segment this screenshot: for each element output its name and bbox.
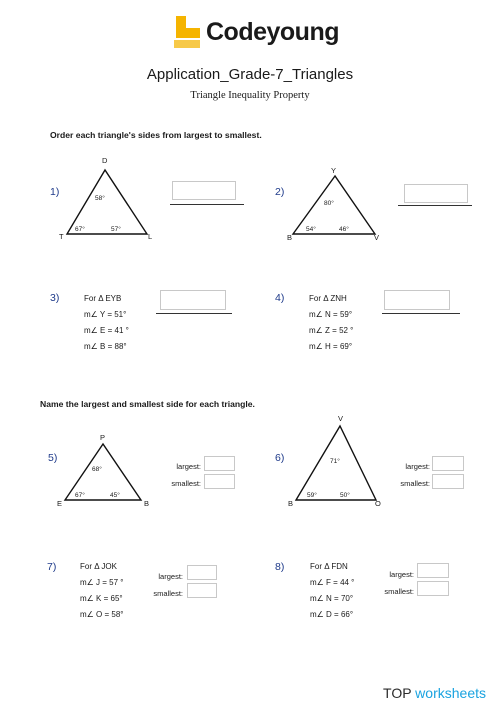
triangle-1-vertex-left: T: [59, 232, 64, 241]
problem-8-line-4: m∠ D = 66°: [310, 610, 354, 619]
problem-3-answer-line: [156, 313, 232, 314]
watermark-top: TOP: [383, 685, 412, 701]
problem-7-info: [80, 559, 124, 623]
problem-7-smallest-label: smallest:: [153, 589, 183, 598]
watermark-worksheets: worksheets: [411, 685, 486, 701]
problem-3-number: 3): [50, 292, 60, 304]
triangle-2-vertex-left: B: [287, 233, 293, 242]
codeyoung-logo: [172, 12, 352, 54]
problem-8-smallest-box[interactable]: [417, 581, 449, 596]
problem-3-line-2: m∠ Y = 51°: [84, 310, 127, 319]
problem-4-line-2: m∠ N = 59°: [309, 310, 353, 319]
problem-6-number: 6): [275, 452, 285, 464]
triangle-2-angle-right: 46°: [339, 226, 349, 233]
triangle-5: [55, 430, 155, 510]
brand-name: Codeyoung: [206, 18, 339, 46]
triangle-2-angle-top: 80°: [324, 200, 334, 207]
triangle-1-angle-top: 58°: [95, 195, 105, 202]
problem-1-answer-line: [170, 204, 244, 205]
triangle-5-vertex-right: B: [144, 499, 150, 508]
problem-6-largest-label: largest:: [405, 462, 430, 471]
problem-8-line-2: m∠ F = 44 °: [310, 578, 355, 587]
triangle-5-vertex-left: E: [57, 499, 63, 508]
problem-7-line-3: m∠ K = 65°: [80, 594, 123, 603]
problem-4-line-4: m∠ H = 69°: [309, 342, 353, 351]
problem-7-line-1: For Δ JOK: [80, 562, 117, 571]
problem-5-number: 5): [48, 452, 58, 464]
problem-4-info: [309, 291, 353, 355]
section1-instruction: Order each triangle's sides from largest to smallest.: [50, 130, 262, 140]
problem-1-number: 1): [50, 186, 60, 198]
problem-6-smallest-box[interactable]: [432, 474, 464, 489]
problem-8-largest-box[interactable]: [417, 563, 449, 578]
triangle-2-angle-left: 54°: [306, 226, 316, 233]
problem-7-largest-box[interactable]: [187, 565, 217, 580]
triangle-1-vertex-top: D: [102, 156, 108, 165]
triangle-1-angle-left: 67°: [75, 226, 85, 233]
triangle-2: [285, 168, 385, 243]
triangle-6-angle-top: 71°: [330, 458, 340, 465]
problem-8-smallest-label: smallest:: [384, 587, 414, 596]
triangle-5-vertex-top: P: [100, 433, 106, 442]
problem-3-answer-box[interactable]: [160, 290, 226, 310]
worksheet-title: Application_Grade-7_Triangles: [146, 66, 354, 83]
problem-4-line-3: m∠ Z = 52 °: [309, 326, 354, 335]
triangle-6-vertex-left: B: [288, 499, 294, 508]
triangle-1-vertex-right: L: [148, 232, 153, 241]
triangle-5-angle-left: 67°: [75, 492, 85, 499]
problem-2-answer-box[interactable]: [404, 184, 468, 203]
problem-3-info: [84, 291, 129, 355]
triangle-6-vertex-right: O: [375, 499, 381, 508]
problem-8-largest-label: largest:: [389, 570, 414, 579]
problem-4-answer-box[interactable]: [384, 290, 450, 310]
section2-instruction: Name the largest and smallest side for each triangle.: [40, 399, 255, 409]
problem-4-answer-line: [382, 313, 460, 314]
problem-7-line-2: m∠ J = 57 °: [80, 578, 124, 587]
triangle-5-angle-right: 45°: [110, 492, 120, 499]
problem-7-smallest-box[interactable]: [187, 583, 217, 598]
problem-8-line-1: For Δ FDN: [310, 562, 348, 571]
problem-7-line-4: m∠ O = 58°: [80, 610, 124, 619]
problem-5-largest-label: largest:: [176, 462, 201, 471]
problem-6-smallest-label: smallest:: [400, 479, 430, 488]
problem-7-number: 7): [47, 561, 57, 573]
problem-5-smallest-label: smallest:: [171, 479, 201, 488]
worksheet-subtitle: Triangle Inequality Property: [190, 90, 310, 101]
problem-2-number: 2): [275, 186, 285, 198]
triangle-6-angle-right: 50°: [340, 492, 350, 499]
problem-5-smallest-box[interactable]: [204, 474, 235, 489]
problem-6-largest-box[interactable]: [432, 456, 464, 471]
problem-8-line-3: m∠ N = 70°: [310, 594, 354, 603]
triangle-6-vertex-top: V: [338, 414, 344, 423]
problem-3-line-4: m∠ B = 88°: [84, 342, 127, 351]
triangle-2-vertex-top: Y: [331, 166, 337, 175]
topworksheets-watermark: [336, 683, 486, 705]
problem-5-largest-box[interactable]: [204, 456, 235, 471]
problem-3-line-1: For Δ EYB: [84, 294, 122, 303]
problem-1-answer-box[interactable]: [172, 181, 236, 200]
triangle-6-angle-left: 59°: [307, 492, 317, 499]
problem-7-largest-label: largest:: [158, 572, 183, 581]
problem-8-number: 8): [275, 561, 285, 573]
triangle-5-angle-top: 68°: [92, 466, 102, 473]
problem-8-info: [310, 559, 354, 623]
problem-3-line-3: m∠ E = 41 °: [84, 326, 129, 335]
problem-4-number: 4): [275, 292, 285, 304]
problem-2-answer-line: [398, 205, 472, 206]
triangle-2-vertex-right: V: [374, 233, 380, 242]
codeyoung-logo-icon: [172, 14, 202, 50]
triangle-1-angle-right: 57°: [111, 226, 121, 233]
problem-4-line-1: For Δ ZNH: [309, 294, 347, 303]
